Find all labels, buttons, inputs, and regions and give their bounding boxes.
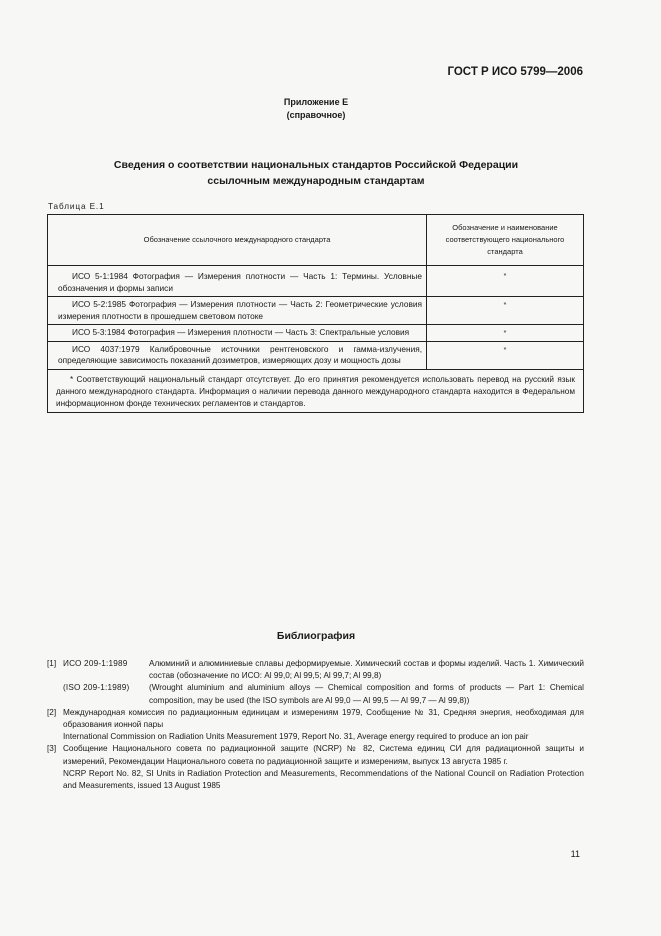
standard-code: ГОСТ Р ИСО 5799—2006 (447, 66, 583, 78)
table-row (48, 297, 584, 325)
bibliography-entry (47, 658, 584, 707)
column-header-national: Обозначение и наименование соответствующего национального стандарта (427, 215, 584, 266)
bibliography-subentry (63, 658, 584, 682)
table-caption: Таблица Е.1 (48, 202, 105, 211)
table-row (48, 341, 584, 369)
page-number: 11 (570, 849, 580, 859)
bibliography-code: (ISO 209-1:1989) (63, 683, 130, 693)
column-header-international: Обозначение ссылочного международного стандарта (48, 215, 427, 266)
international-standard-cell: ИСО 5-2:1985 Фотография — Измерения плотности — Часть 2: Геометрические условия измерения плотности в прошедшем световом потоке (48, 297, 427, 325)
appendix-note: (справочное) (286, 110, 346, 120)
table-header-row (48, 215, 584, 266)
table-footnote-row (48, 369, 584, 412)
international-standard-cell: ИСО 4037:1979 Калибровочные источники рентгеновского и гамма-излучения, определяющие зависимость показаний дозиметров, измеряющих дозу и мощность дозы (48, 341, 427, 369)
table-row (48, 266, 584, 297)
section-title-line-1: Сведения о соответствии национальных стандартов Российской Федерации (113, 159, 519, 171)
bibliography-entry-number: [2] (47, 707, 57, 717)
table-row (48, 325, 584, 342)
bibliography-entry-number: [1] (47, 659, 57, 668)
appendix-title: Приложение Е (283, 97, 349, 107)
national-standard-cell: * (427, 325, 584, 342)
bibliography-entry-number: [3] (47, 744, 57, 754)
correspondence-table (47, 214, 584, 413)
bibliography-text: International Commission on Radiation Units Measurement 1979, Report No. 31, Average energy required to produce an ion pair (63, 732, 529, 742)
national-standard-cell: * (427, 341, 584, 369)
bibliography-text: Алюминий и алюминиевые сплавы деформируемые. Химический состав и формы изделий. Часть 1. Химический состав (обозначение по ИСО: Al 99,0; Al 99,5; Al 99,7; Al 99,8) (149, 659, 584, 681)
bibliography-subentry (63, 682, 584, 706)
international-standard-cell: ИСО 5-3:1984 Фотография — Измерения плотности — Часть 3: Спектральные условия (48, 325, 427, 342)
section-title-line-2: ссылочным международным стандартам (207, 175, 425, 187)
table-footnote: * Соответствующий национальный стандарт отсутствует. До его принятия рекомендуется использовать перевод на русский язык данного международного стандарта. Информация о наличии перевода данного международного стандарта находится в Федеральном информационном фонде технических регламентов и стандартов. (48, 369, 584, 412)
bibliography-text: NCRP Report No. 82, SI Units in Radiation Protection and Measurements, Recommendations of the National Council on Radiation Protection and Measurements, issued 13 August 1985 (63, 768, 584, 791)
bibliography-list (47, 658, 584, 792)
international-standard-cell: ИСО 5-1:1984 Фотография — Измерения плотности — Часть 1: Термины. Условные обозначения и формы записи (48, 266, 427, 297)
bibliography-text: Сообщение Национального совета по радиационной защите (NCRP) № 82, Система единиц СИ для радиационной защиты и измерений, Рекомендации Национального совета по радиационной защите и измерениям, выпуск 13 августа 1985 г. (63, 744, 584, 766)
bibliography-entry (47, 707, 584, 744)
bibliography-entry (47, 743, 584, 792)
national-standard-cell: * (427, 266, 584, 297)
national-standard-cell: * (427, 297, 584, 325)
bibliography-text: (Wrought aluminium and aluminium alloys — Chemical composition and forms of products — Part 1: Chemical composition, may be used (the ISO symbols are Al 99,0 — Al 99,5 — Al 99,7 — Al 99,8)) (149, 683, 584, 705)
bibliography-code: ИСО 209-1:1989 (63, 659, 128, 668)
section-title (48, 157, 584, 189)
appendix-heading (0, 96, 632, 122)
bibliography-text: Международная комиссия по радиационным единицам и измерениям 1979, Сообщение № 31, Средняя энергия, необходимая для образования ионной пары (63, 707, 584, 730)
bibliography-title: Библиография (276, 630, 356, 642)
